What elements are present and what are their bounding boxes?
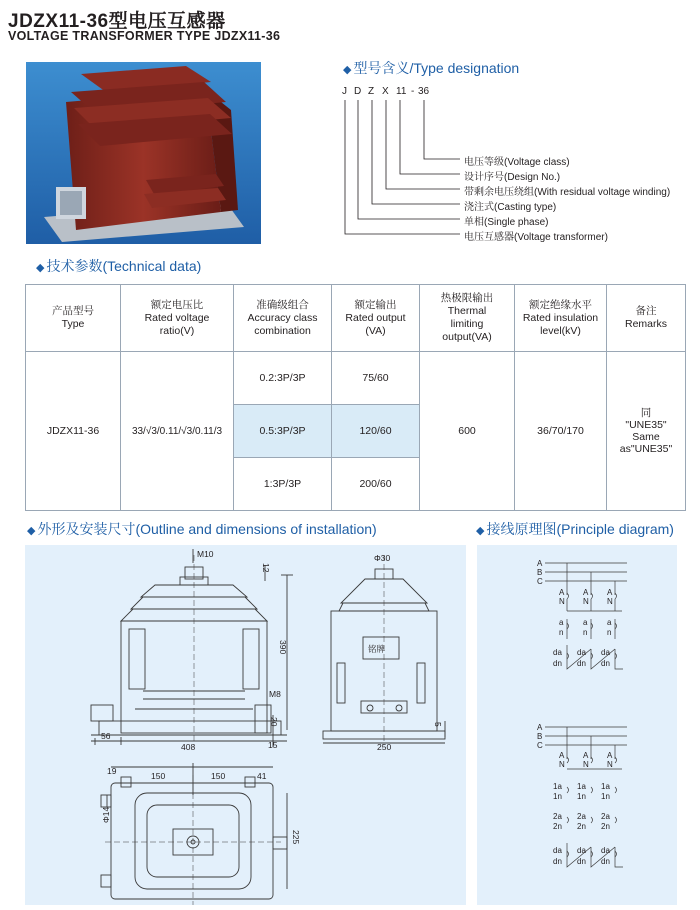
- page-subtitle: VOLTAGE TRANSFORMER TYPE JDZX11-36: [8, 29, 281, 43]
- code-dash: -: [411, 86, 415, 97]
- cell-thermal: 600: [420, 352, 515, 511]
- dim-41: 41: [257, 771, 267, 781]
- primary-a-label: A: [559, 588, 565, 597]
- cell-ratio: 33/√3/0.11/√3/0.11/3: [121, 352, 234, 511]
- dim-15: 15: [268, 740, 278, 750]
- dim-phi30: Φ30: [374, 553, 391, 563]
- residual-da-label: da: [577, 846, 586, 855]
- dim-250: 250: [377, 742, 392, 752]
- primary-n-label: N: [607, 597, 613, 606]
- code-letter-z: Z: [368, 86, 375, 97]
- residual-dn-label: dn: [601, 659, 610, 668]
- phase-b-label: B: [537, 568, 543, 577]
- secondary-n-label: n: [583, 628, 588, 637]
- secondary-1n-label: 1n: [577, 792, 586, 801]
- section-heading-technical-data: ◆ 技术参数(Technical data): [36, 258, 202, 274]
- residual-da-label: da: [577, 648, 586, 657]
- type-designation-diagram: [338, 80, 700, 250]
- secondary-2a-label: 2a: [553, 812, 562, 821]
- cell-accuracy: 1:3P/3P: [234, 458, 332, 511]
- code-number-11: 11: [396, 86, 407, 97]
- primary-n-label: N: [559, 597, 565, 606]
- primary-a-label: A: [559, 751, 565, 760]
- dim-225: 225: [291, 830, 301, 845]
- dim-m8: M8: [269, 689, 281, 699]
- primary-a-label: A: [607, 588, 613, 597]
- header-type: 产品型号 Type: [26, 285, 121, 352]
- section-heading-principle: ◆ 接线原理图(Principle diagram): [476, 521, 674, 537]
- principle-diagram-panel: [477, 545, 677, 905]
- phase-a-label: A: [537, 559, 543, 568]
- residual-da-label: da: [553, 846, 562, 855]
- residual-dn-label: dn: [601, 857, 610, 866]
- header-remarks: 备注 Remarks: [607, 285, 686, 352]
- phase-c-label: C: [537, 741, 543, 750]
- section-heading-text: 外形及安装尺寸(Outline and dimensions of installation): [37, 521, 377, 537]
- secondary-n-label: n: [559, 628, 564, 637]
- header-insulation: 额定绝缘水平 Rated insulation level(kV): [515, 285, 607, 352]
- secondary-a-label: a: [583, 618, 588, 627]
- cell-output: 120/60: [332, 405, 420, 458]
- section-heading-type-designation: ◆ 型号含义/Type designation: [343, 60, 520, 76]
- header-accuracy: 准确级组合 Accuracy class combination: [234, 285, 332, 352]
- cell-output: 75/60: [332, 352, 420, 405]
- secondary-a-label: a: [607, 618, 612, 627]
- secondary-2a-label: 2a: [577, 812, 586, 821]
- secondary-1a-label: 1a: [577, 782, 586, 791]
- residual-da-label: da: [553, 648, 562, 657]
- table-row: [26, 352, 686, 405]
- secondary-1n-label: 1n: [601, 792, 610, 801]
- outline-drawing-panel: [25, 545, 466, 905]
- dim-150a: 150: [151, 771, 166, 781]
- header-output: 额定输出 Rated output (VA): [332, 285, 420, 352]
- dim-408: 408: [181, 742, 196, 752]
- primary-n-label: N: [583, 760, 589, 769]
- dim-150b: 150: [211, 771, 226, 781]
- primary-n-label: N: [607, 760, 613, 769]
- section-heading-text: 型号含义/Type designation: [353, 60, 520, 76]
- header-thermal: 热极限输出 Thermal limiting output(VA): [420, 285, 515, 352]
- section-heading-text: 接线原理图(Principle diagram): [486, 521, 674, 537]
- primary-n-label: N: [583, 597, 589, 606]
- residual-da-label: da: [601, 846, 610, 855]
- primary-a-label: A: [583, 751, 589, 760]
- cell-remarks: 同 "UNE35" Same as"UNE35": [607, 352, 686, 511]
- primary-a-label: A: [583, 588, 589, 597]
- outline-drawing: [25, 545, 466, 905]
- secondary-1a-label: 1a: [601, 782, 610, 791]
- residual-dn-label: dn: [553, 857, 562, 866]
- secondary-1a-label: 1a: [553, 782, 562, 791]
- page-title: JDZX11-36型电压互感器: [8, 11, 226, 32]
- code-number-36: 36: [418, 86, 430, 97]
- cell-accuracy: 0.5:3P/3P: [234, 405, 332, 458]
- code-letter-d: D: [354, 86, 362, 97]
- primary-n-label: N: [559, 760, 565, 769]
- designation-item: 电压等级(Voltage class): [464, 157, 570, 168]
- phase-c-label: C: [537, 577, 543, 586]
- secondary-2n-label: 2n: [577, 822, 586, 831]
- dim-m10: M10: [197, 549, 214, 559]
- secondary-n-label: n: [607, 628, 612, 637]
- secondary-2n-label: 2n: [601, 822, 610, 831]
- cell-output: 200/60: [332, 458, 420, 511]
- designation-item: 浇注式(Casting type): [464, 202, 557, 213]
- designation-item: 带剩余电压绕组(With residual voltage winding): [464, 187, 671, 198]
- residual-dn-label: dn: [577, 857, 586, 866]
- dim-19: 19: [107, 766, 117, 776]
- principle-diagram: [477, 545, 677, 905]
- dim-390: 390: [278, 640, 288, 655]
- dim-12: 12: [261, 563, 271, 573]
- designation-item: 设计序号(Design No.): [464, 172, 561, 183]
- designation-item: 电压互感器(Voltage transformer): [464, 232, 608, 243]
- secondary-2a-label: 2a: [601, 812, 610, 821]
- technical-data-table: [25, 284, 686, 511]
- code-letter-j: J: [342, 86, 347, 97]
- code-letter-x: X: [382, 86, 389, 97]
- nameplate-label: 铭牌: [368, 644, 386, 654]
- product-photo: [26, 62, 261, 244]
- dim-5: 5: [433, 722, 443, 727]
- secondary-2n-label: 2n: [553, 822, 562, 831]
- dim-phi14: Φ14: [101, 806, 111, 823]
- residual-dn-label: dn: [553, 659, 562, 668]
- header-ratio: 额定电压比 Rated voltage ratio(V): [121, 285, 234, 352]
- section-heading-text: 技术参数(Technical data): [46, 258, 202, 274]
- dim-20: 20: [269, 717, 279, 727]
- table-header-row: [26, 285, 686, 352]
- section-heading-outline: ◆ 外形及安装尺寸(Outline and dimensions of installation): [27, 521, 377, 537]
- residual-dn-label: dn: [577, 659, 586, 668]
- cell-accuracy: 0.2:3P/3P: [234, 352, 332, 405]
- cell-type: JDZX11-36: [26, 352, 121, 511]
- secondary-1n-label: 1n: [553, 792, 562, 801]
- primary-a-label: A: [607, 751, 613, 760]
- cell-insulation: 36/70/170: [515, 352, 607, 511]
- phase-b-label: B: [537, 732, 543, 741]
- residual-da-label: da: [601, 648, 610, 657]
- secondary-a-label: a: [559, 618, 564, 627]
- dim-56: 56: [101, 731, 111, 741]
- designation-item: 单相(Single phase): [464, 217, 549, 228]
- phase-a-label: A: [537, 723, 543, 732]
